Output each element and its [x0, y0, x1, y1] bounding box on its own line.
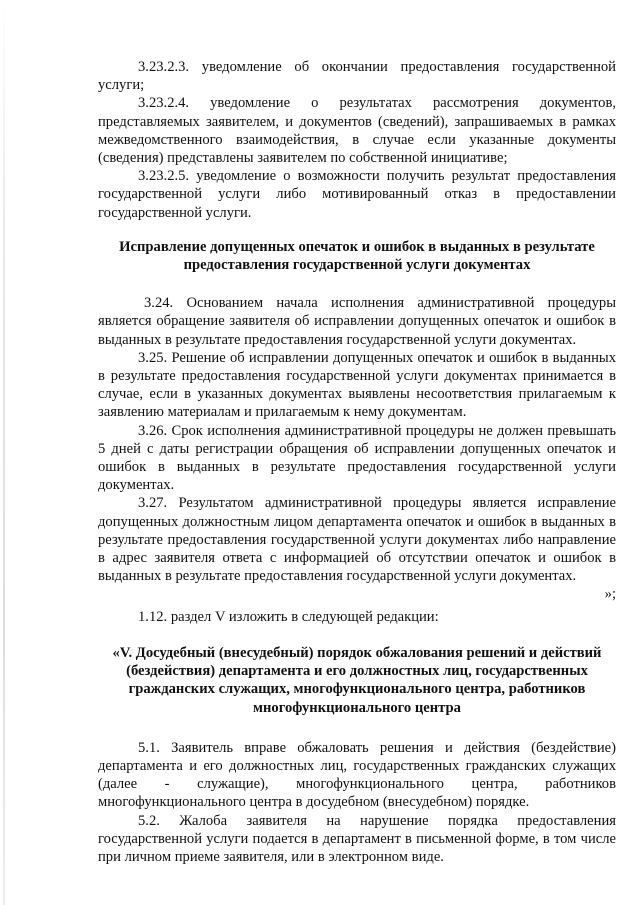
paragraph-3-26: 3.26. Срок исполнения административной процедуры не должен превышать 5 дней с даты регистрации обращения об исправлении допущенных опечаток и ошибок в выданных в результате предоставления государственной услуги документах.: [98, 422, 616, 494]
document-page: [98, 58, 616, 866]
amendment-line-1-12: 1.12. раздел V изложить в следующей редакции:: [138, 608, 439, 625]
paragraph-3-23-2-4: 3.23.2.4. уведомление о результатах рассмотрения документов, представляемых заявителем, и документов (сведений), запрашиваемых в рамках межведомственного взаимодействия, в случае если указанные документы (сведения) представлены заявителем по собственной инициативе;: [98, 95, 616, 167]
paragraph-3-23-2-3: 3.23.2.3. уведомление об окончании предоставления государственной услуги;: [98, 59, 616, 94]
paragraph-3-24: 3.24. Основанием начала исполнения административной процедуры является обращение заявителя об исправлении допущенных опечаток и ошибок в выданных в результате предоставления государственной услуги документах.: [98, 295, 616, 348]
paragraph-3-23-2-5: 3.23.2.5. уведомление о возможности получить результат предоставления государственной услуги либо мотивированный отказ в предоставлении государственной услуги.: [98, 168, 616, 221]
scan-edge-shadow: [3, 0, 5, 905]
paragraph-5-2: 5.2. Жалоба заявителя на нарушение порядка предоставления государственной услуги подается в департамент в письменной форме, в том числе при личном приеме заявителя, или в электронном виде.: [98, 812, 616, 865]
paragraph-5-1: 5.1. Заявитель вправе обжаловать решения и действия (бездействие) департамента и его должностных лиц, государственных гражданских служащих (далее - служащие), многофункционального центра, работников многофункционального центра в досудебном (внесудебном) порядке.: [98, 739, 616, 811]
section-heading-corrections: Исправление допущенных опечаток и ошибок в выданных в результате предоставления государственной услуги документах: [119, 238, 595, 274]
closing-quote: »;: [604, 586, 616, 603]
paragraph-3-25: 3.25. Решение об исправлении допущенных опечаток и ошибок в выданных в результате предоставления государственной услуги документах принимается в случае, если в указанных документах выявлены несоответствия прилагаемым к заявлению материалам и прилагаемым к нему документам.: [98, 349, 616, 421]
section-heading-v: «V. Досудебный (внесудебный) порядок обжалования решений и действий (бездействия) департамента и его должностных лиц, государственных гражданских служащих, многофункционального центра, работников многофункционального центра: [112, 644, 602, 716]
paragraph-3-27: 3.27. Результатом административной процедуры является исправление допущенных должностным лицом департамента опечаток и ошибок в выданных в результате предоставления государственной услуги документах либо направление в адрес заявителя ответа с информацией об отсутствии опечаток и ошибок в выданных в результате предоставления государственной услуги документах.: [98, 495, 616, 585]
